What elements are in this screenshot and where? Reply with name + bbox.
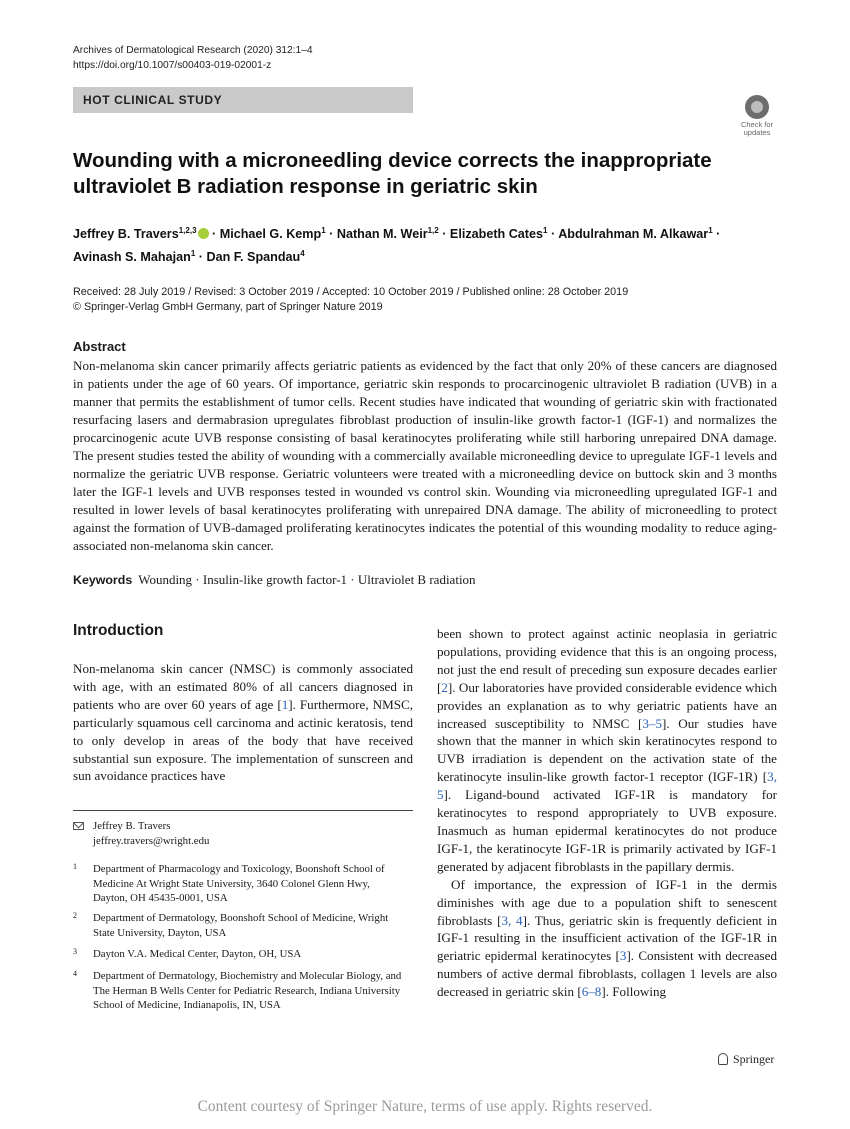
check-updates-line2: updates [743, 128, 771, 137]
affiliation-number: 3 [73, 947, 77, 956]
citation-link[interactable]: 1 [281, 696, 289, 712]
citation-link[interactable]: 3, 4 [501, 912, 523, 928]
affiliation-4 [73, 969, 403, 1013]
author-affil-sup: 1 [708, 226, 713, 235]
springer-horse-icon [718, 1053, 728, 1065]
affiliation-2 [73, 911, 403, 940]
paragraph [437, 625, 777, 876]
article-type-banner [73, 87, 413, 113]
body-text: ]. Our laboratories have provided considerable evidence which provides an explanation as to why geriatric patients have an increased susceptibility to NMSC [ [437, 679, 777, 731]
author-line-2: Avinash S. Mahajan$^1$ · Dan F. Spandau$^4$ [73, 249, 305, 265]
author-name[interactable]: Avinash S. Mahajan [73, 250, 191, 265]
body-text: Non-melanoma skin cancer (NMSC) is commonly associated with age, with an estimated 80% of all cancers diagnosed in patients who are over 60 years of age [ [73, 661, 413, 712]
author-line-1: Jeffrey B. Travers$^{1,2,3}$ · Michael G. Kemp$^1$ · Nathan M. Weir$^{1,2}$ · Elizabeth Cates$^1$ · Abdulrahman M. Alkawar$^1$ · [73, 226, 721, 242]
author-list [73, 221, 793, 267]
publisher-name: Springer [733, 1052, 775, 1066]
affiliation-number: 1 [73, 862, 77, 871]
body-text: ]. Our studies have shown that the manner in which skin keratinocytes respond to UVB irradiation is dependent on the activation state of the keratinocyte insulin-like growth factor-1 receptor (IGF-1R) [ [437, 715, 777, 785]
orcid-icon[interactable] [198, 228, 209, 239]
body-text: ]. Following [601, 984, 667, 1000]
body-text: ]. Thus, geriatric skin is frequently deficient in IGF-1 resulting in the insufficient activation of the IGF-1R in geriatric epidermal keratinocytes [ [437, 912, 777, 964]
article-type-label: HOT CLINICAL STUDY [83, 93, 223, 107]
affiliation-text: Dayton V.A. Medical Center, Dayton, OH, USA [93, 948, 302, 960]
check-for-updates-badge[interactable] [736, 95, 778, 137]
author-name[interactable]: Michael G. Kemp [219, 227, 322, 242]
publication-dates [73, 285, 628, 315]
author-name[interactable]: Abdulrahman M. Alkawar [558, 227, 709, 242]
author-affil-sup: 4 [300, 249, 305, 259]
citation-link[interactable]: 6–8 [581, 984, 602, 1000]
contact-name: Jeffrey B. Travers [93, 820, 171, 832]
affiliation-text: Department of Dermatology, Boonshoft School of Medicine, Wright State University, Dayton, USA [93, 912, 389, 939]
footnote-divider [73, 810, 413, 811]
title-line-1: Wounding with a microneedling device corrects the inappropriate [73, 149, 712, 172]
author-affil-sup: 1 [543, 226, 548, 235]
paragraph [437, 876, 777, 1001]
body-text: been shown to protect against actinic neoplasia in geriatric populations, providing evidence that this is an ongoing process, not just the end result of preceding sun exposure decades earlier [ [437, 626, 777, 695]
check-updates-icon [745, 95, 769, 119]
affiliation-1 [73, 862, 403, 906]
body-text: ]. Consistent with decreased numbers of active dermal fibroblasts, collagen 1 levels are also decreased in geriatric skin [ [437, 948, 777, 1000]
affiliation-3 [73, 947, 403, 962]
affiliation-number: 2 [73, 911, 77, 920]
body-text: Of importance, the expression of IGF-1 in the dermis diminishes with age due to a population shift to senescent fibroblasts [ [437, 876, 777, 928]
author-name[interactable]: Dan F. Spandau [206, 250, 301, 265]
citation-link[interactable]: 3, 5 [437, 769, 777, 803]
keywords-label: Keywords [73, 573, 133, 587]
keywords [73, 572, 476, 588]
title-line-2: ultraviolet B radiation response in geriatric skin [73, 175, 538, 198]
check-updates-line1: Check for [740, 120, 774, 129]
journal-citation: Archives of Dermatological Research (2020) 312:1–4 [73, 45, 313, 56]
citation-link[interactable]: 2 [441, 679, 448, 695]
author-affil-sup: 1 [321, 226, 326, 235]
body-text: ]. Furthermore, NMSC, particularly squamous cell carcinoma and actinic keratosis, tend to only develop in areas of the body that have received substantial sun exposure. The implementation of sunscreen and sun avoidance practices have [73, 696, 413, 784]
intro-right-column [437, 625, 777, 1001]
article-title [73, 148, 773, 200]
intro-left-column [73, 660, 413, 785]
body-text: ]. Ligand-bound activated IGF-1R is mandatory for keratinocytes to respond appropriately to UVB exposure. Inasmuch as human epidermal keratinocytes do not produce IGF-1, the keratinocyte IGF-1R is primarily activated by IGF-1 generated by adjacent fibroblasts in the papillary dermis. [437, 787, 777, 874]
section-heading-introduction: Introduction [73, 622, 164, 639]
affiliation-number: 4 [73, 969, 77, 978]
citation-link[interactable]: 3–5 [642, 715, 663, 731]
courtesy-notice: Content courtesy of Springer Nature, terms of use apply. Rights reserved. [197, 1098, 653, 1115]
abstract-heading: Abstract [73, 339, 126, 354]
envelope-icon [73, 822, 84, 830]
author-name[interactable]: Nathan M. Weir [336, 227, 428, 242]
abstract-text: Non-melanoma skin cancer primarily affects geriatric patients as evidenced by the fact that only 20% of these cancers are diagnosed in patients under the age of 60 years. Of importance, geriatric skin responds to procarcinogenic ultraviolet B radiation (UVB) in a manner that permits the establishment of tumor cells. Recent studies have indicated that wounding of geriatric skin with fractionated resurfacing lasers and dermabrasion upregulates fibroblast production of insulin-like growth factor-1 (IGF-1) and normalizes the procarcinogenic acute UVB response consisting of basal keratinocytes proliferating while still harboring unrepaired DNA damage. The present studies tested the ability of wounding with a commercially available microneedling device to upregulate IGF-1 levels and normalize the geriatric UVB response. Geriatric volunteers were treated with a microneedling device on buttock skin and 3 months later the IGF-1 levels and UVB responses tested in wounded vs control skin. Wounding via microneedling upregulated IGF-1 and resulted in lower levels of basal keratinocytes proliferating with unrepaired DNA damage. The ability of microneedling to protect against the formation of UVB-damaged proliferating keratinocytes indicates the potential of this wounding modality to reduce aging-associated non-melanoma skin cancer. [73, 358, 777, 553]
history-dates: Received: 28 July 2019 / Revised: 3 October 2019 / Accepted: 10 October 2019 / Published online: 28 October 2019 [73, 286, 629, 298]
contact-email[interactable]: jeffrey.travers@wright.edu [93, 834, 210, 847]
citation-link[interactable]: 3 [619, 948, 627, 964]
copyright-line: © Springer-Verlag GmbH Germany, part of Springer Nature 2019 [73, 301, 383, 313]
affiliation-text: Department of Pharmacology and Toxicology, Boonshoft School of Medicine At Wright State University, 3640 Colonel Glenn Hwy, Dayton, OH 45435-0001, USA [93, 863, 385, 904]
affiliation-text: Department of Dermatology, Biochemistry and Molecular Biology, and The Herman B Wells Center for Pediatric Research, Indiana University School of Medicine, Indianapolis, IN, USA [93, 970, 402, 1011]
author-affil-sup: 1,2 [427, 226, 439, 235]
doi-link[interactable]: https://doi.org/10.1007/s00403-019-02001-z [73, 60, 272, 71]
corresponding-author [73, 819, 209, 848]
keywords-list: Wounding · Insulin-like growth factor-1 · Ultraviolet B radiation [138, 572, 476, 587]
author-name[interactable]: Elizabeth Cates [449, 227, 544, 242]
author-name[interactable]: Jeffrey B. Travers [73, 227, 179, 242]
author-affil-sup: 1,2,3 [178, 226, 197, 235]
publisher-logo [718, 1052, 774, 1067]
author-affil-sup: 1 [190, 249, 196, 259]
